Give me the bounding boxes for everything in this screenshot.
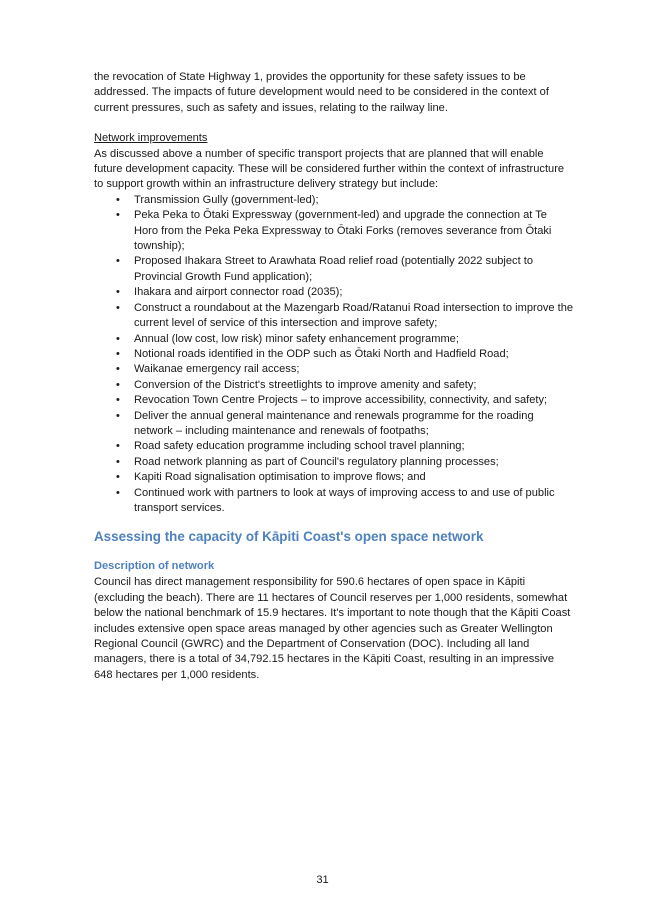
list-item: • Proposed Ihakara Street to Arawhata Road relief road (potentially 2022 subject to Provincial Growth Fund application);	[94, 254, 574, 285]
document-page	[94, 70, 574, 683]
list-item: • Deliver the annual general maintenance and renewals programme for the roading network – including maintenance and renewals of footpaths;	[94, 409, 574, 440]
list-item: • Waikanae emergency rail access;	[94, 362, 574, 377]
list-item: • Conversion of the District's streetlights to improve amenity and safety;	[94, 378, 574, 393]
description-of-network-heading: Description of network	[94, 560, 215, 573]
list-item: • Peka Peka to Ōtaki Expressway (government-led) and upgrade the connection at Te Horo from the Peka Peka Expressway to Ōtaki Forks (removes severance from Ōtaki township);	[94, 208, 574, 254]
list-item: • Notional roads identified in the ODP such as Ōtaki North and Hadfield Road;	[94, 347, 574, 362]
list-item: • Road safety education programme including school travel planning;	[94, 439, 574, 454]
list-item: • Ihakara and airport connector road (2035);	[94, 285, 574, 300]
open-space-heading: Assessing the capacity of Kāpiti Coast's open space network	[94, 529, 484, 545]
network-improvements-heading: Network improvements	[94, 132, 208, 145]
open-space-body: Council has direct management responsibility for 590.6 hectares of open space in Kāpiti (excluding the beach). There are 11 hectares of Council reserves per 1,000 residents, somewhat below the national benchmark of 15.9 hectares. It's important to note though that the Kāpiti Coast includes extensive open space areas managed by other agencies such as Greater Wellington Regional Council (GWRC) and the Department of Conservation (DOC). Including all land managers, there is a total of 34,792.15 hectares in the Kāpiti Coast, resulting in an impressive 648 hectares per 1,000 residents.	[94, 576, 571, 681]
list-item: • Road network planning as part of Council's regulatory planning processes;	[94, 455, 574, 470]
intro-paragraph: the revocation of State Highway 1, provides the opportunity for these safety issues to be addressed. The impacts of future development would need to be considered in the context of current pressures, such as safety and issues, relating to the railway line.	[94, 71, 549, 114]
page-number: 31	[316, 874, 329, 886]
list-item: • Transmission Gully (government-led);	[94, 193, 574, 208]
network-improvements-list	[94, 193, 574, 517]
list-item: • Continued work with partners to look at ways of improving access to and use of public transport services.	[94, 486, 574, 517]
list-item: • Revocation Town Centre Projects – to improve accessibility, connectivity, and safety;	[94, 393, 574, 408]
list-item: • Annual (low cost, low risk) minor safety enhancement programme;	[94, 332, 574, 347]
list-item: • Kapiti Road signalisation optimisation to improve flows; and	[94, 470, 574, 485]
network-improvements-lead: As discussed above a number of specific transport projects that are planned that will enable future development capacity. These will be considered further within the context of infrastructure to support growth within an infrastructure delivery strategy but include:	[94, 147, 565, 191]
list-item: • Construct a roundabout at the Mazengarb Road/Ratanui Road intersection to improve the current level of service of this intersection and improve safety;	[94, 301, 574, 332]
